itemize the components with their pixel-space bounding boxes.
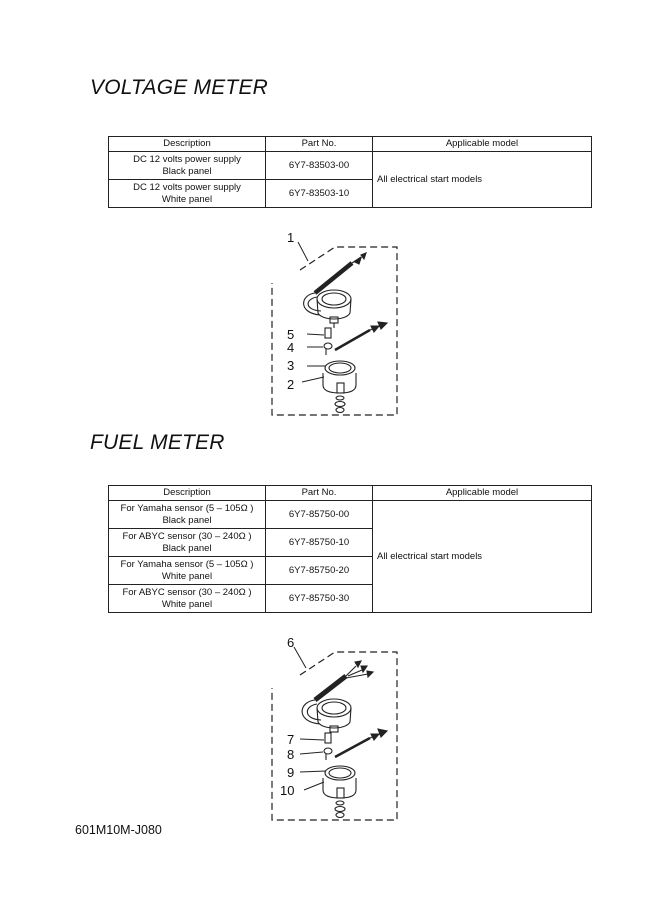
part-number-cell: 6Y7-85750-30 bbox=[266, 585, 373, 613]
description-line: For ABYC sensor (30 – 240Ω ) bbox=[122, 586, 252, 598]
panel-color: Black panel bbox=[162, 514, 212, 526]
callout-number: 9 bbox=[287, 765, 295, 780]
part-number-cell: 6Y7-85750-10 bbox=[266, 529, 373, 557]
meter-hardware-icon bbox=[323, 733, 356, 818]
gauge-icon bbox=[302, 661, 373, 732]
callout-number: 10 bbox=[280, 783, 295, 798]
description-line: For Yamaha sensor (5 – 105Ω ) bbox=[120, 502, 254, 514]
sender-wire-icon bbox=[335, 729, 387, 757]
description-cell bbox=[109, 529, 266, 557]
part-number-cell: 6Y7-85750-20 bbox=[266, 557, 373, 585]
table-header-row bbox=[109, 137, 592, 152]
applicable-model-cell: All electrical start models bbox=[373, 501, 592, 613]
description-cell bbox=[109, 180, 266, 208]
fuel-meter-table bbox=[108, 485, 592, 613]
callout-number: 6 bbox=[287, 635, 295, 650]
voltage-meter-exploded-diagram bbox=[260, 225, 410, 420]
sender-wire-icon bbox=[335, 322, 387, 350]
voltage-meter-title: VOLTAGE METER bbox=[90, 76, 269, 99]
description-line: DC 12 volts power supply bbox=[133, 181, 241, 193]
callout-number: 8 bbox=[287, 747, 295, 762]
voltage-meter-table bbox=[108, 136, 592, 208]
panel-color: Black panel bbox=[162, 165, 212, 177]
description-cell bbox=[109, 152, 266, 180]
gauge-icon bbox=[304, 253, 366, 328]
callout-number: 4 bbox=[287, 340, 295, 355]
panel-color: White panel bbox=[161, 193, 213, 205]
callout-number: 1 bbox=[287, 230, 295, 245]
description-line: For ABYC sensor (30 – 240Ω ) bbox=[122, 530, 252, 542]
callout-number: 5 bbox=[287, 327, 295, 342]
column-header-applicable-model: Applicable model bbox=[373, 486, 592, 501]
panel-color: White panel bbox=[161, 598, 213, 610]
column-header-description: Description bbox=[109, 486, 266, 501]
column-header-part-no: Part No. bbox=[266, 486, 373, 501]
description-cell bbox=[109, 585, 266, 613]
table-row bbox=[109, 152, 592, 180]
callout-number: 2 bbox=[287, 377, 295, 392]
fuel-meter-exploded-diagram bbox=[260, 630, 410, 825]
table-row bbox=[109, 501, 592, 529]
column-header-part-no: Part No. bbox=[266, 137, 373, 152]
table-header-row bbox=[109, 486, 592, 501]
description-line: For Yamaha sensor (5 – 105Ω ) bbox=[120, 558, 254, 570]
callout-number: 3 bbox=[287, 358, 295, 373]
panel-color: Black panel bbox=[162, 542, 212, 554]
fuel-meter-title: FUEL METER bbox=[90, 431, 225, 454]
part-number-cell: 6Y7-83503-10 bbox=[266, 180, 373, 208]
column-header-description: Description bbox=[109, 137, 266, 152]
description-cell bbox=[109, 501, 266, 529]
part-number-cell: 6Y7-83503-00 bbox=[266, 152, 373, 180]
part-number-cell: 6Y7-85750-00 bbox=[266, 501, 373, 529]
description-cell bbox=[109, 557, 266, 585]
document-code: 601M10M-J080 bbox=[75, 823, 162, 837]
applicable-model-cell: All electrical start models bbox=[373, 152, 592, 208]
panel-color: White panel bbox=[161, 570, 213, 582]
description-line: DC 12 volts power supply bbox=[133, 153, 241, 165]
callout-number: 7 bbox=[287, 732, 295, 747]
column-header-applicable-model: Applicable model bbox=[373, 137, 592, 152]
